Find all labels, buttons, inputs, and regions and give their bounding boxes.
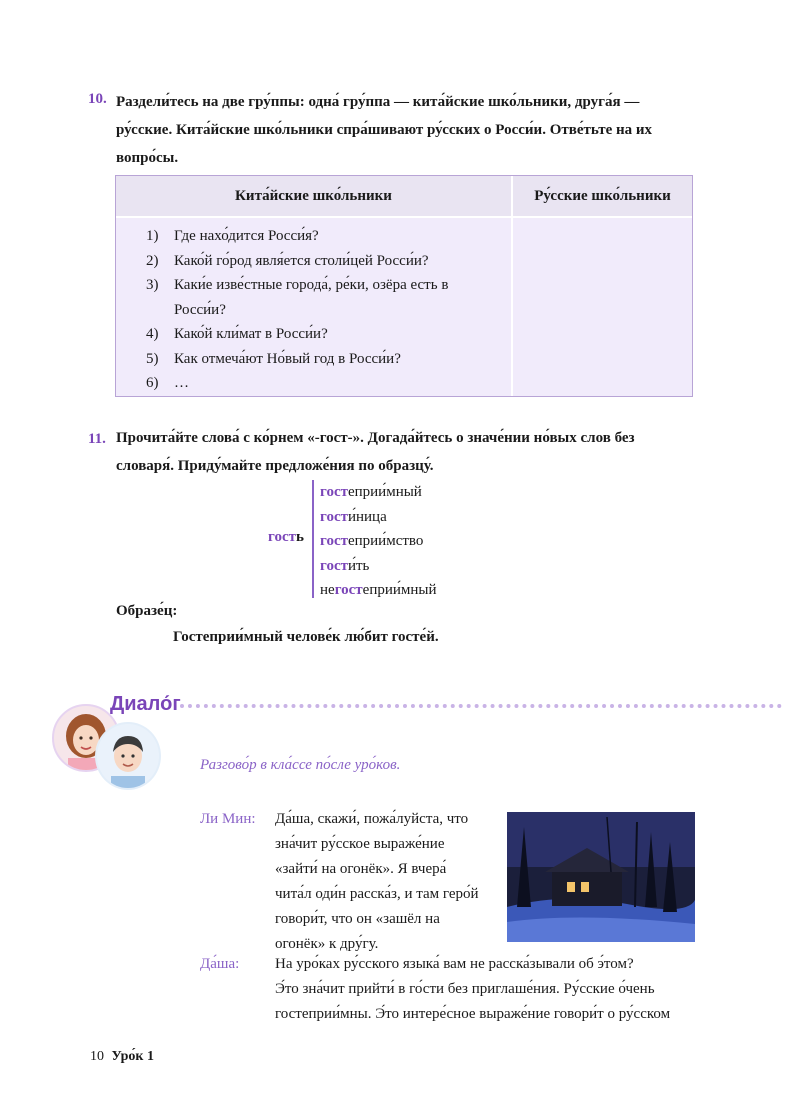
question-text: Како́й го́род явля́ется столи́цей Росси́и?	[174, 252, 429, 269]
root-highlight: гост	[320, 533, 348, 549]
dialog-dotted-divider	[180, 704, 782, 708]
task-11-line: словаря́. Приду́майте предложе́ния по образцу́.	[116, 458, 434, 474]
root-highlight: гост	[320, 484, 348, 500]
task-10-line: вопро́сы.	[116, 150, 179, 166]
replica-line: «зайти́ на огонёк». Я вчера́	[275, 861, 447, 877]
page-number: 10	[90, 1049, 104, 1064]
boy-avatar	[95, 722, 161, 790]
word-suffix: еприи́мный	[347, 484, 422, 500]
task-10-line: ру́сские. Кита́йские шко́льники спра́шивают ру́сских о Росси́и. Отве́тьте на их	[116, 122, 653, 138]
word-family-bracket	[312, 480, 314, 598]
question-number: 3)	[146, 277, 159, 293]
word-suffix: еприи́мство	[347, 533, 424, 549]
word-prefix: не	[320, 582, 335, 598]
derived-word	[320, 578, 437, 603]
replica-line: говори́т, что он «зашёл на	[275, 911, 440, 927]
task-11-line: Прочита́йте слова́ с ко́рнем «-гост-». Догада́йтесь о значе́нии но́вых слов без	[116, 430, 635, 446]
replica-line: Э́то зна́чит прийти́ в го́сти без приглаше́ния. Ру́сские о́чень	[275, 981, 655, 997]
derived-word	[320, 480, 437, 505]
root-highlight: гост	[334, 582, 363, 598]
question-item	[146, 371, 494, 396]
lesson-label: Уро́к 1	[111, 1049, 154, 1064]
replica-line: гостеприи́мны. Э́то интере́сное выраже́ние говори́т о ру́сском	[275, 1006, 671, 1022]
question-text-line: Росси́и?	[174, 301, 226, 318]
question-number: 6)	[146, 375, 159, 391]
replica-line: На уро́ках ру́сского языка́ вам не расска́зывали об э́том?	[275, 956, 634, 972]
speaker-dasha: Да́ша:	[200, 956, 240, 972]
boy-avatar-illustration	[97, 724, 159, 788]
question-item	[146, 347, 494, 372]
root-highlight: гост	[320, 557, 348, 574]
example-sentence: Гостеприи́мный челове́к лю́бит госте́й.	[173, 629, 439, 645]
winter-night-illustration	[507, 812, 695, 942]
root-word	[268, 529, 304, 546]
task-10-number: 10.	[88, 91, 107, 107]
answers-cell	[513, 218, 692, 396]
question-text: Как отмеча́ют Но́вый год в Росси́и?	[174, 350, 401, 367]
dialog-title: Диало́г	[110, 693, 181, 715]
speaker-li-min: Ли Мин:	[200, 811, 256, 827]
question-text: Како́й кли́мат в Росси́и?	[174, 326, 328, 342]
questions-cell	[116, 218, 511, 396]
questions-table	[115, 175, 693, 397]
example-label: Образе́ц:	[116, 603, 178, 619]
replica-line: огонёк» к дру́гу.	[275, 936, 379, 952]
root-word-ending: ь	[295, 529, 304, 545]
task-11-number: 11.	[88, 431, 106, 447]
page-footer	[90, 1049, 154, 1065]
table-header-chinese: Кита́йские шко́льники	[235, 188, 392, 204]
question-list	[146, 224, 494, 396]
word-suffix: и́ть	[347, 557, 370, 574]
word-suffix: и́ница	[347, 508, 387, 525]
table-header-russian: Ру́сские шко́льники	[534, 188, 671, 204]
table-header-row	[116, 176, 692, 218]
derived-word	[320, 529, 437, 554]
task-10-instructions	[116, 88, 696, 172]
word-suffix: еприи́мный	[362, 582, 437, 598]
derived-words-list	[320, 480, 437, 603]
question-item	[146, 322, 494, 347]
column-divider	[511, 176, 513, 396]
question-text	[174, 273, 494, 322]
root-highlight: гост	[320, 508, 348, 525]
question-text: Где нахо́дится Росси́я?	[174, 228, 319, 244]
replica-line: чита́л оди́н расска́з, и там геро́й	[275, 886, 479, 902]
question-number: 1)	[146, 228, 159, 244]
question-number: 2)	[146, 252, 159, 269]
question-number: 4)	[146, 326, 159, 342]
question-number: 5)	[146, 350, 159, 367]
question-item	[146, 273, 494, 322]
derived-word	[320, 505, 437, 530]
task-10-line: Раздели́тесь на две гру́ппы: одна́ гру́ппа — кита́йские шко́льники, друга́я —	[116, 94, 640, 110]
dasha-replica	[275, 952, 705, 1027]
replica-line: зна́чит ру́сское выраже́ние	[275, 836, 445, 852]
question-text: …	[174, 375, 189, 391]
task-11-instructions	[116, 424, 696, 480]
winter-house-photo	[507, 812, 695, 942]
replica-line: Да́ша, скажи́, пожа́луйста, что	[275, 811, 469, 827]
root-highlight: гост	[268, 529, 296, 545]
question-item	[146, 249, 494, 274]
dialog-subtitle: Разгово́р в кла́ссе по́сле уро́ков.	[200, 757, 401, 773]
question-text-line: Каки́е изве́стные города́, ре́ки, озёра есть в	[174, 277, 449, 293]
li-min-replica	[275, 807, 500, 957]
question-item	[146, 224, 494, 249]
derived-word	[320, 554, 437, 579]
